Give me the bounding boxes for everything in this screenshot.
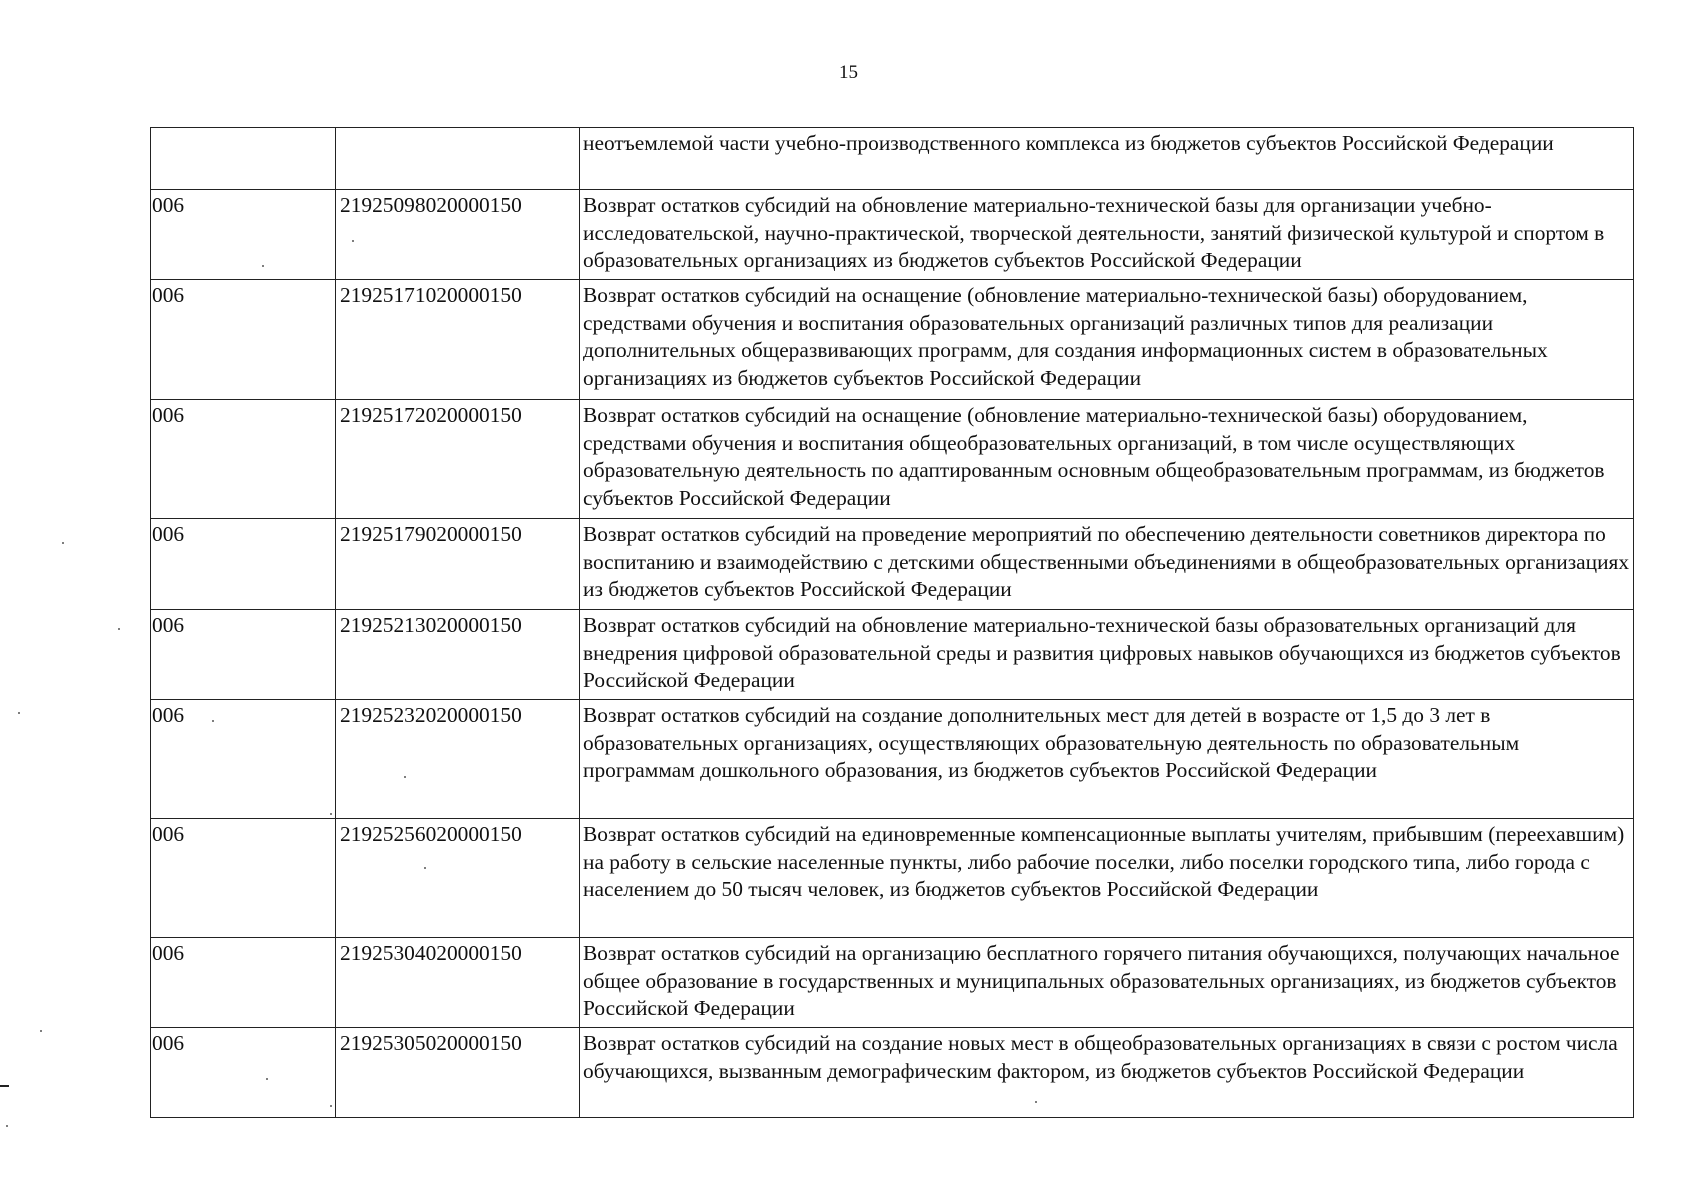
admin-code-cell: 006 xyxy=(151,1028,336,1118)
admin-code-cell: 006 xyxy=(151,938,336,1028)
admin-code-cell: 006 xyxy=(151,190,336,280)
scan-speck xyxy=(62,542,64,544)
description-cell: Возврат остатков субсидий на единовременные компенсационные выплаты учителям, прибывшим (переехавшим) на работу в сельские населенные пункты, либо рабочие поселки, либо поселки городского типа, либо города с населением до 50 тысяч человек, из бюджетов субъектов Российской Федерации xyxy=(580,819,1634,938)
scan-speck xyxy=(118,628,120,630)
budget-classification-code-cell: 21925098020000150 xyxy=(336,190,580,280)
budget-classification-code-cell: 21925179020000150 xyxy=(336,519,580,610)
description-cell: Возврат остатков субсидий на обновление материально-технической базы образовательных организаций для внедрения цифровой образовательной среды и развития цифровых навыков обучающихся из бюджетов субъектов Российской Федерации xyxy=(580,610,1634,700)
table-row xyxy=(151,400,1634,519)
budget-classification-code-cell: 21925304020000150 xyxy=(336,938,580,1028)
description-cell: Возврат остатков субсидий на оснащение (обновление материально-технической базы) оборудованием, средствами обучения и воспитания общеобразовательных организаций, в том числе осуществляющих образовательную деятельность по адаптированным основным общеобразовательным программам, из бюджетов субъектов Российской Федерации xyxy=(580,400,1634,519)
admin-code-cell: 006 xyxy=(151,610,336,700)
budget-codes-table xyxy=(150,127,1634,1118)
budget-classification-code-cell: 21925171020000150 xyxy=(336,280,580,400)
description-cell: Возврат остатков субсидий на организацию бесплатного горячего питания обучающихся, получающих начальное общее образование в государственных и муниципальных образовательных организациях, из бюджетов субъектов Российской Федерации xyxy=(580,938,1634,1028)
scan-speck xyxy=(404,776,406,778)
description-cell: Возврат остатков субсидий на оснащение (обновление материально-технической базы) оборудованием, средствами обучения и воспитания образовательных организаций различных типов для реализации дополнительных общеразвивающих программ, для создания информационных систем в образовательных организациях из бюджетов субъектов Российской Федерации xyxy=(580,280,1634,400)
budget-classification-code-cell: 21925305020000150 xyxy=(336,1028,580,1118)
scan-speck xyxy=(1035,1101,1037,1103)
scan-speck xyxy=(330,1105,332,1107)
scan-speck xyxy=(266,1078,268,1080)
table-row xyxy=(151,519,1634,610)
scan-speck xyxy=(40,1030,42,1032)
page-number: 15 xyxy=(839,62,858,83)
table-row xyxy=(151,190,1634,280)
admin-code-cell: 006 xyxy=(151,280,336,400)
scan-speck xyxy=(18,712,20,714)
budget-classification-code-cell: 21925256020000150 xyxy=(336,819,580,938)
budget-classification-code-cell xyxy=(336,128,580,190)
description-cell: Возврат остатков субсидий на обновление материально-технической базы для организации учебно-исследовательской, научно-практической, творческой деятельности, занятий физической культурой и спортом в образовательных организациях из бюджетов субъектов Российской Федерации xyxy=(580,190,1634,280)
admin-code-cell: 006 xyxy=(151,400,336,519)
admin-code-cell: 006 xyxy=(151,819,336,938)
description-cell: Возврат остатков субсидий на создание новых мест в общеобразовательных организациях в связи с ростом числа обучающихся, вызванным демографическим фактором, из бюджетов субъектов Российской Федерации xyxy=(580,1028,1634,1118)
table-row xyxy=(151,700,1634,819)
admin-code-cell: 006 xyxy=(151,700,336,819)
scan-speck xyxy=(212,720,214,722)
table-row xyxy=(151,938,1634,1028)
scan-speck xyxy=(6,1125,8,1127)
scan-margin-mark xyxy=(0,1085,9,1087)
admin-code-cell xyxy=(151,128,336,190)
scan-speck xyxy=(352,240,354,242)
scan-speck xyxy=(262,265,264,267)
admin-code-cell: 006 xyxy=(151,519,336,610)
table-row xyxy=(151,1028,1634,1118)
budget-classification-code-cell: 21925213020000150 xyxy=(336,610,580,700)
scan-speck xyxy=(424,867,426,869)
description-cell: неотъемлемой части учебно-производственного комплекса из бюджетов субъектов Российской Федерации xyxy=(580,128,1634,190)
description-cell: Возврат остатков субсидий на проведение мероприятий по обеспечению деятельности советников директора по воспитанию и взаимодействию с детскими общественными объединениями в общеобразовательных организациях из бюджетов субъектов Российской Федерации xyxy=(580,519,1634,610)
table-row xyxy=(151,819,1634,938)
budget-classification-code-cell: 21925232020000150 xyxy=(336,700,580,819)
table-row xyxy=(151,128,1634,190)
description-cell: Возврат остатков субсидий на создание дополнительных мест для детей в возрасте от 1,5 до 3 лет в образовательных организациях, осуществляющих образовательную деятельность по образовательным программам дошкольного образования, из бюджетов субъектов Российской Федерации xyxy=(580,700,1634,819)
scan-speck xyxy=(330,813,332,815)
table-row xyxy=(151,610,1634,700)
table-row xyxy=(151,280,1634,400)
budget-classification-code-cell: 21925172020000150 xyxy=(336,400,580,519)
